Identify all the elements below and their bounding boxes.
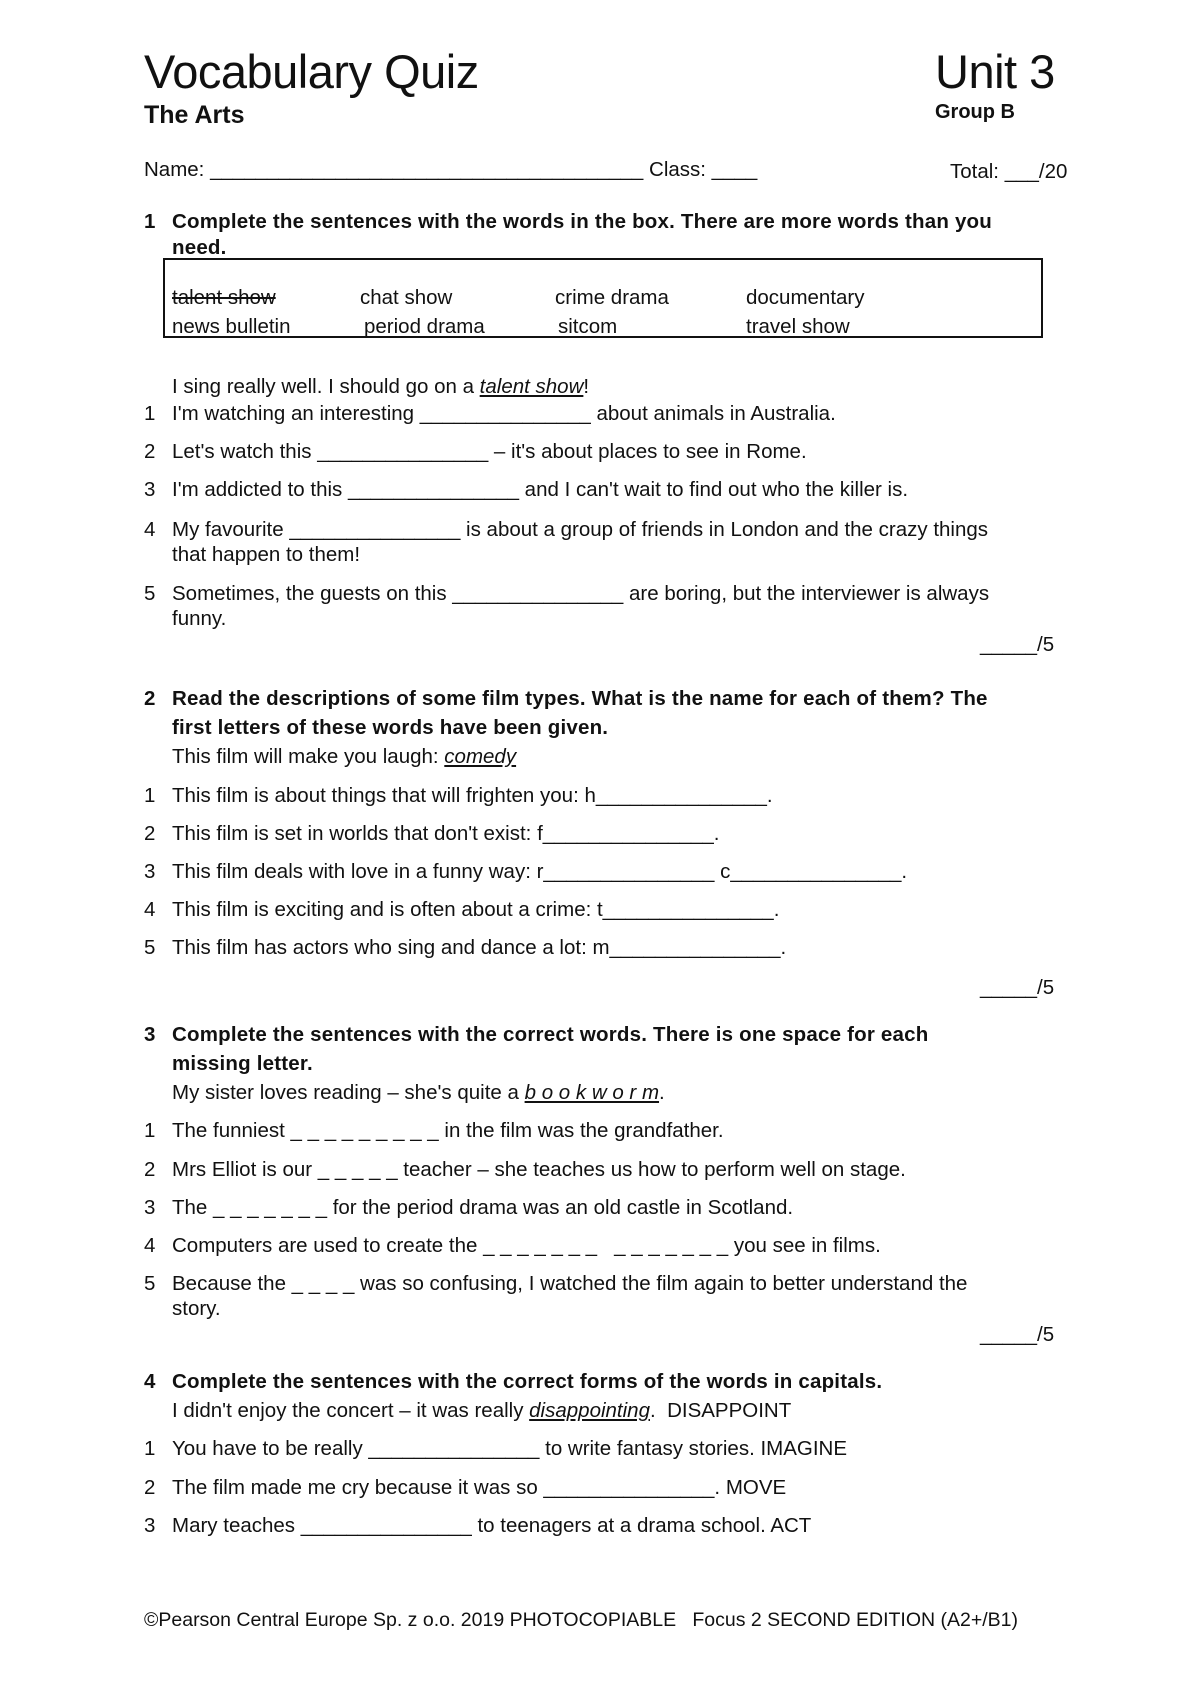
question-text: The funniest _ _ _ _ _ _ _ _ _ in the film was the grandfather. — [172, 1119, 724, 1142]
example-answer: comedy — [444, 745, 517, 768]
question-text: Computers are used to create the _ _ _ _ _ _ _ _ _ _ _ _ _ _ you see in films. — [172, 1234, 881, 1257]
section-3-instruction-cont: missing letter. — [172, 1052, 313, 1075]
question-text: This film has actors who sing and dance a lot: m_______________. — [172, 936, 787, 959]
example-text-end: ! — [583, 375, 590, 398]
word-box-item: documentary — [746, 286, 865, 309]
item-number: 5 — [144, 582, 156, 605]
word-box-item: chat show — [360, 286, 453, 309]
question-text: My favourite _______________ is about a group of friends in London and the crazy things — [172, 518, 989, 541]
item-number: 2 — [144, 1476, 156, 1499]
section-1-number: 1 — [144, 210, 156, 233]
section-1-example — [172, 375, 589, 399]
example-text: I sing really well. I should go on a — [172, 375, 480, 398]
section-1-instruction: Complete the sentences with the words in the box. There are more words than you — [172, 210, 993, 233]
section-4-number: 4 — [144, 1370, 156, 1393]
question-text: Mrs Elliot is our _ _ _ _ _ teacher – she teaches us how to perform well on stage. — [172, 1158, 906, 1181]
item-number: 1 — [144, 1119, 156, 1142]
section-2-score: _____/5 — [980, 976, 1055, 999]
item-number: 2 — [144, 440, 156, 463]
total-score: Total: ___/20 — [950, 160, 1068, 183]
item-number: 1 — [144, 1437, 156, 1460]
question-text: I'm watching an interesting _______________ about animals in Australia. — [172, 402, 836, 425]
question-text: This film is about things that will frighten you: h_______________. — [172, 784, 773, 807]
item-number: 1 — [144, 784, 156, 807]
item-number: 4 — [144, 898, 156, 921]
question-text: Because the _ _ _ _ was so confusing, I watched the film again to better understand the — [172, 1272, 968, 1295]
example-text: I didn't enjoy the concert – it was really — [172, 1399, 530, 1422]
section-3-instruction: Complete the sentences with the correct words. There is one space for each — [172, 1023, 929, 1046]
item-number: 3 — [144, 1196, 156, 1219]
copyright-footer: ©Pearson Central Europe Sp. z o.o. 2019 PHOTOCOPIABLE Focus 2 SECOND EDITION (A2+/B1) — [144, 1609, 1018, 1631]
question-text: This film is set in worlds that don't exist: f_______________. — [172, 822, 720, 845]
item-number: 3 — [144, 478, 156, 501]
word-box-item: period drama — [364, 315, 485, 338]
section-1-score: _____/5 — [980, 633, 1055, 656]
item-number: 4 — [144, 518, 156, 541]
section-4-instruction: Complete the sentences with the correct forms of the words in capitals. — [172, 1370, 883, 1393]
question-text: Let's watch this _______________ – it's about places to see in Rome. — [172, 440, 807, 463]
word-box-item: news bulletin — [172, 315, 291, 338]
question-text: This film deals with love in a funny way: r_______________ c_______________. — [172, 860, 908, 883]
example-text: My sister loves reading – she's quite a — [172, 1081, 525, 1104]
section-2-number: 2 — [144, 687, 156, 710]
section-2-instruction: Read the descriptions of some film types. What is the name for each of them? The — [172, 687, 988, 710]
section-1-instruction-cont: need. — [172, 236, 227, 259]
word-box — [163, 258, 1043, 338]
question-text: Mary teaches _______________ to teenagers at a drama school. ACT — [172, 1514, 812, 1537]
section-3-score: _____/5 — [980, 1323, 1055, 1346]
item-number: 5 — [144, 936, 156, 959]
item-number: 1 — [144, 402, 156, 425]
example-answer: b o o k w o r m — [524, 1081, 660, 1104]
example-answer: disappointing — [529, 1399, 650, 1422]
item-number: 2 — [144, 822, 156, 845]
item-number: 3 — [144, 860, 156, 883]
word-box-item: crime drama — [555, 286, 669, 309]
example-text-end: . DISAPPOINT — [649, 1399, 792, 1422]
name-class-line: Name: ______________________________________ Class: ____ — [144, 158, 758, 181]
unit-label: Unit 3 — [935, 45, 1055, 98]
question-text: Sometimes, the guests on this _______________ are boring, but the interviewer is always — [172, 582, 990, 605]
word-box-item: travel show — [746, 315, 850, 338]
question-text: The film made me cry because it was so _______________. MOVE — [172, 1476, 787, 1499]
section-4-example — [172, 1399, 791, 1423]
question-text-cont: story. — [172, 1297, 221, 1320]
question-text-cont: funny. — [172, 607, 227, 630]
item-number: 3 — [144, 1514, 156, 1537]
word-box-item: sitcom — [558, 315, 618, 338]
page-subtitle: The Arts — [144, 101, 245, 129]
section-2-instruction-cont: first letters of these words have been given. — [172, 716, 609, 739]
question-text: The _ _ _ _ _ _ _ for the period drama was an old castle in Scotland. — [172, 1196, 794, 1219]
item-number: 2 — [144, 1158, 156, 1181]
question-text: You have to be really _______________ to write fantasy stories. IMAGINE — [172, 1437, 848, 1460]
section-3-example — [172, 1081, 665, 1105]
question-text-cont: that happen to them! — [172, 543, 361, 566]
group-label: Group B — [935, 101, 1015, 123]
example-text: This film will make you laugh: — [172, 745, 445, 768]
section-3-number: 3 — [144, 1023, 156, 1046]
example-answer: talent show — [479, 375, 584, 398]
page-title: Vocabulary Quiz — [144, 45, 479, 98]
example-text-end: . — [659, 1081, 665, 1104]
section-2-example — [172, 745, 516, 769]
word-box-item: talent show — [172, 286, 276, 309]
item-number: 4 — [144, 1234, 156, 1257]
item-number: 5 — [144, 1272, 156, 1295]
question-text: This film is exciting and is often about a crime: t_______________. — [172, 898, 780, 921]
question-text: I'm addicted to this _______________ and I can't wait to find out who the killer is. — [172, 478, 909, 501]
